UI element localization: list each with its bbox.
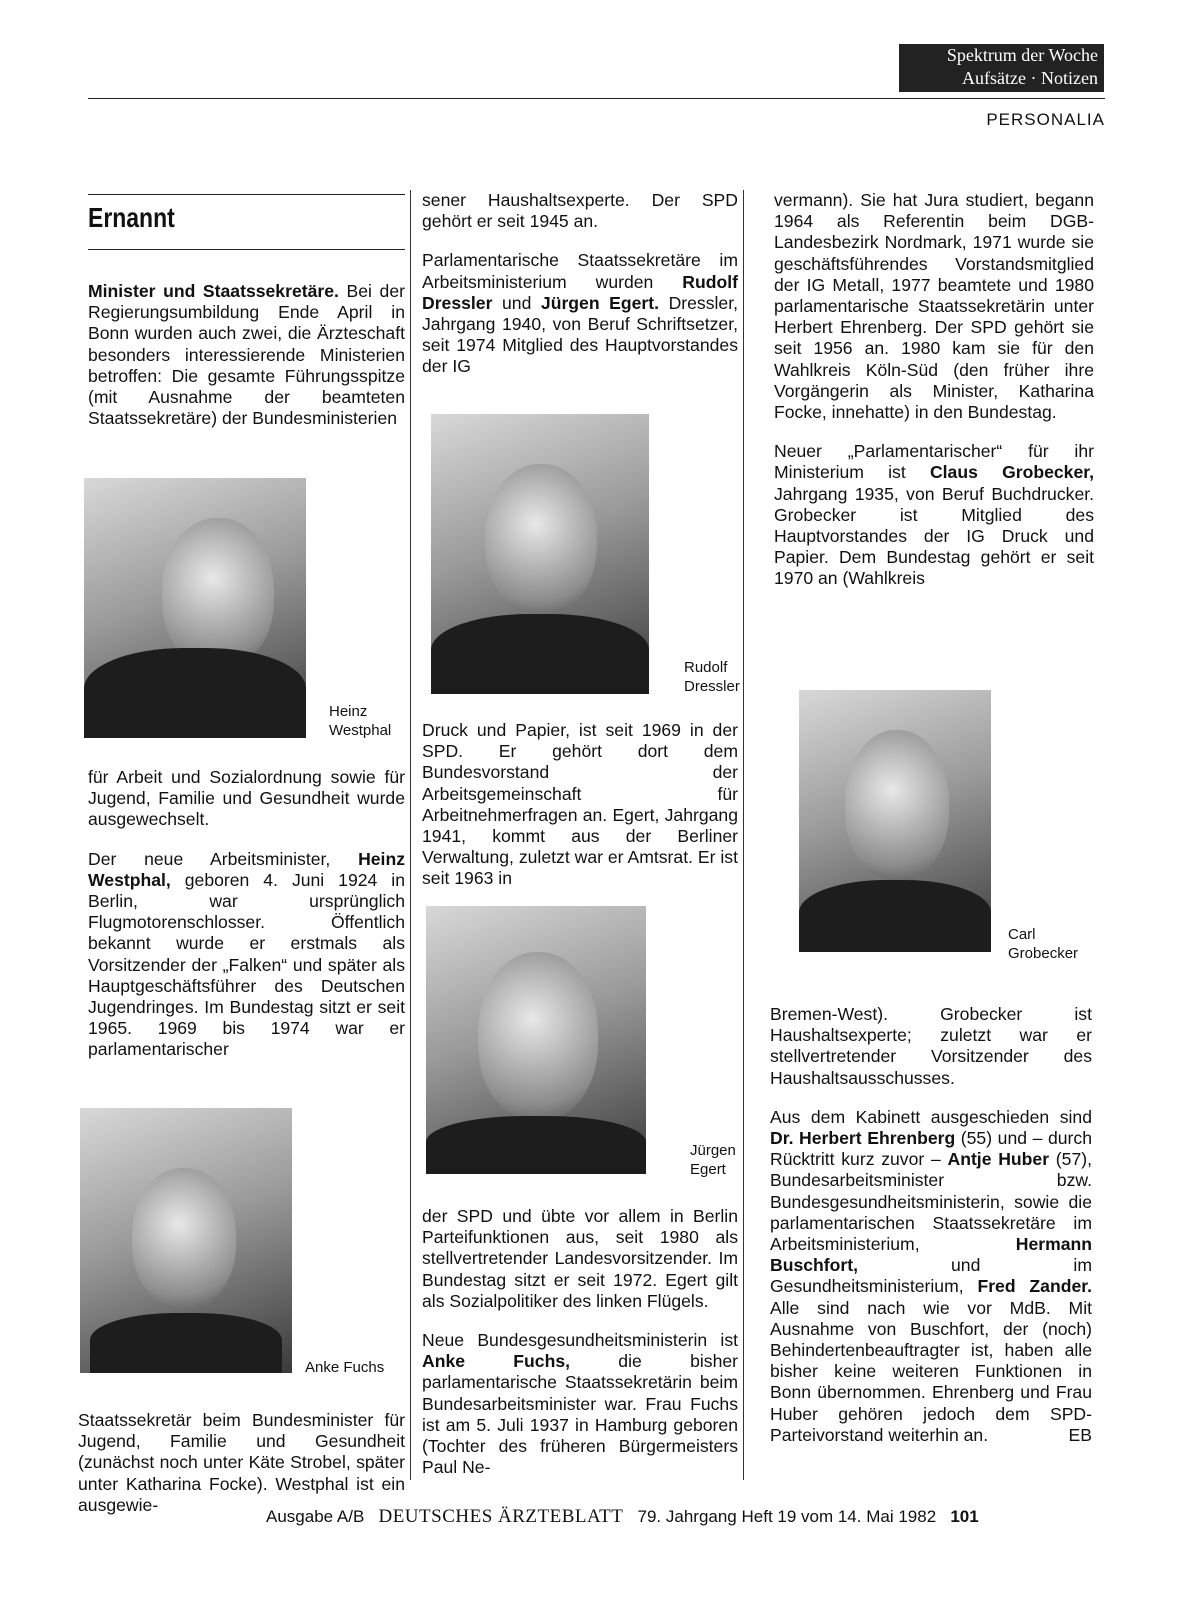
person-name: Claus Grobecker, — [929, 462, 1094, 483]
column-1-middle — [88, 767, 405, 1079]
person-name: Hermann Buschfort, — [770, 1234, 1092, 1276]
paragraph: Staatssekretär beim Bundesminister für Jugend, Familie und Gesundheit (zunächst noch unter Käte Strobel, später unter Katharina Focke). Westphal ist ein ausgewie- — [78, 1410, 405, 1515]
column-3-bottom — [770, 1004, 1092, 1446]
paragraph-text: (57), Bundesarbeitsminister bzw. Bundesgesundheitsministerin, sowie die parlamentarischen Staatssekretäre im Arbeitsministerium, — [770, 1149, 1092, 1255]
portrait-suit — [90, 1313, 282, 1373]
paragraph-text: Jahrgang 1935, von Beruf Buchdrucker. Grobecker ist Mitglied des Hauptvorstandes der IG Druck und Papier. Dem Bundestag gehört er seit 1970 an (Wahlkreis — [774, 483, 1094, 589]
caption-line: Grobecker — [1008, 945, 1079, 962]
paragraph-text: die bisher parlamentarische Staatssekretärin beim Bundesarbeitsminister war. Frau Fuchs ist am 5. Juli 1937 in Hamburg geboren (Tochter des früheren Bürgermeisters Paul Ne- — [422, 1351, 738, 1478]
photo-juergen-egert — [426, 906, 646, 1174]
paragraph — [88, 849, 405, 1061]
paragraph: sener Haushaltsexperte. Der SPD gehört er seit 1945 an. — [422, 190, 738, 232]
caption-fuchs: Anke Fuchs — [305, 1359, 385, 1376]
caption-line: Rudolf — [684, 659, 728, 676]
paragraph-text: (55) und – durch Rücktritt kurz zuvor – — [770, 1128, 1092, 1170]
caption-line: Carl — [1008, 926, 1036, 943]
paragraph: für Arbeit und Sozialordnung sowie für Jugend, Familie und Gesundheit wurde ausgewechselt. — [88, 767, 405, 830]
portrait-face — [845, 730, 949, 880]
column-2-bottom — [422, 1206, 738, 1496]
page-footer — [266, 1506, 979, 1528]
paragraph-text: Aus dem Kabinett ausgeschieden sind — [770, 1106, 1092, 1127]
caption-grobecker — [1008, 925, 1078, 963]
paragraph — [770, 1107, 1092, 1446]
person-name: Anke Fuchs, — [422, 1351, 571, 1372]
paragraph-text: Der neue Arbeitsminister, — [88, 848, 359, 869]
author-signature: EB — [1068, 1425, 1092, 1446]
caption-dressler — [684, 658, 740, 696]
paragraph: vermann). Sie hat Jura studiert, begann 1964 als Referentin beim DGB-Landesbezirk Nordmark, 1971 wurde sie geschäftsführendes Vorstandsmitglied der IG Metall, 1977 beamtete und 1980 parlamentarische Staatssekretärin unter Herbert Ehrenberg. Der SPD gehört sie seit 1956 an. 1980 kam sie für den Wahlkreis Köln-Süd (den früher ihre Vorgängerin als Minister, Katharina Focke, innehatte) in den Bundestag. — [774, 190, 1094, 423]
person-name: Antje Huber — [947, 1149, 1050, 1170]
paragraph — [422, 250, 738, 377]
footer-edition: Ausgabe A/B — [266, 1507, 365, 1526]
photo-anke-fuchs — [80, 1108, 292, 1373]
paragraph-text: Dressler, Jahrgang 1940, von Beruf Schriftsetzer, seit 1974 Mitglied des Hauptvorstandes der IG — [422, 292, 738, 377]
paragraph-text: Alle sind nach wie vor MdB. Mit Ausnahme von Buschfort, der (noch) Behindertenbeauftragter ist, haben alle bisher keine weiteren Funktionen in Bonn übernommen. Ehrenberg und Frau Huber gehören jedoch dem SPD-Parteivorstand weiterhin an. — [770, 1297, 1092, 1445]
person-name: Fred Zander. — [977, 1276, 1092, 1297]
top-rule — [88, 98, 1105, 99]
paragraph: Bremen-West). Grobecker ist Haushaltsexperte; zuletzt war er stellvertretender Vorsitzender des Haushaltsausschusses. — [770, 1004, 1092, 1088]
caption-line: Westphal — [329, 722, 392, 739]
paragraph — [422, 1330, 738, 1478]
photo-carl-grobecker — [799, 690, 991, 952]
person-name: Jürgen Egert. — [540, 292, 660, 313]
caption-westphal — [329, 702, 391, 740]
paragraph-text: und — [492, 292, 541, 313]
header-line-2: Aufsätze · Notizen — [962, 68, 1098, 88]
paragraph-text: Neuer „Parlamentarischer“ für ihr Ministerium ist — [774, 441, 1094, 483]
portrait-face — [132, 1168, 236, 1308]
column-2-middle — [422, 720, 738, 908]
person-name: Heinz Westphal, — [88, 848, 405, 890]
section-header-box — [899, 44, 1104, 92]
column-1-top — [88, 281, 405, 447]
portrait-suit — [799, 880, 991, 952]
paragraph-text: und im Gesundheitsministerium, — [770, 1255, 1092, 1297]
caption-line: Jürgen — [690, 1142, 736, 1159]
paragraph — [774, 441, 1094, 589]
paragraph-text: geboren 4. Juni 1924 in Berlin, war ursprünglich Flugmotorenschlosser. Öffentlich bekannt wurde er erstmals als Vorsitzender der „Falken“ und später als Hauptgeschäftsführer des Deutschen Jugendringes. Im Bundestag sitzt er seit 1965. 1969 bis 1974 war er parlamentarischer — [88, 869, 405, 1060]
paragraph-text: Bei der Regierungsumbildung Ende April in Bonn wurden auch zwei, die Ärzteschaft besonders interessierende Ministerien betroffen: Die gesamte Führungsspitze (mit Ausnahme der beamteten Staatssekretäre) der Bundesministerien — [88, 281, 405, 429]
portrait-face — [162, 518, 274, 668]
heading-rule-bottom — [88, 249, 405, 250]
portrait-suit — [84, 648, 306, 738]
paragraph: der SPD und übte vor allem in Berlin Parteifunktionen aus, seit 1980 als stellvertretender Landesvorsitzender. Im Bundestag sitzt er seit 1972. Egert gilt als Sozialpolitiker des linken Flügels. — [422, 1206, 738, 1311]
paragraph-text: Neue Bundesgesundheitsministerin ist — [422, 1330, 738, 1351]
caption-line: Dressler — [684, 678, 740, 695]
portrait-suit — [426, 1116, 646, 1174]
photo-heinz-westphal — [84, 478, 306, 738]
paragraph — [88, 281, 405, 429]
caption-line: Egert — [690, 1161, 726, 1178]
column-divider-1 — [410, 190, 411, 1480]
person-name: Dr. Herbert Ehrenberg — [770, 1128, 956, 1149]
portrait-face — [478, 952, 598, 1120]
column-divider-2 — [743, 190, 744, 1480]
article-heading: Ernannt — [88, 202, 175, 233]
footer-issue: 79. Jahrgang Heft 19 vom 14. Mai 1982 — [637, 1507, 937, 1526]
page-number: 101 — [950, 1507, 979, 1526]
lead-in: Minister und Staatssekretäre. — [88, 281, 339, 301]
caption-line: Heinz — [329, 703, 368, 720]
paragraph: Druck und Papier, ist seit 1969 in der SPD. Er gehört dort dem Bundesvorstand der Arbeitsgemeinschaft für Arbeitnehmerfragen an. Egert, Jahrgang 1941, kommt aus der Berliner Verwaltung, zuletzt war er Amtsrat. Er ist seit 1963 in — [422, 720, 738, 889]
photo-rudolf-dressler — [431, 414, 649, 694]
column-3-top — [774, 190, 1094, 608]
portrait-face — [485, 464, 597, 614]
paragraph-text: Parlamentarische Staatssekretäre im Arbeitsministerium wurden — [422, 250, 738, 292]
portrait-suit — [431, 614, 649, 694]
footer-journal: DEUTSCHES ÄRZTEBLATT — [378, 1506, 624, 1527]
heading-rule-top — [88, 194, 405, 195]
section-label: PERSONALIA — [986, 110, 1105, 129]
column-2-top — [422, 190, 738, 396]
header-line-1: Spektrum der Woche — [946, 45, 1098, 65]
person-name: Rudolf Dressler — [422, 271, 738, 313]
caption-egert — [690, 1141, 736, 1179]
